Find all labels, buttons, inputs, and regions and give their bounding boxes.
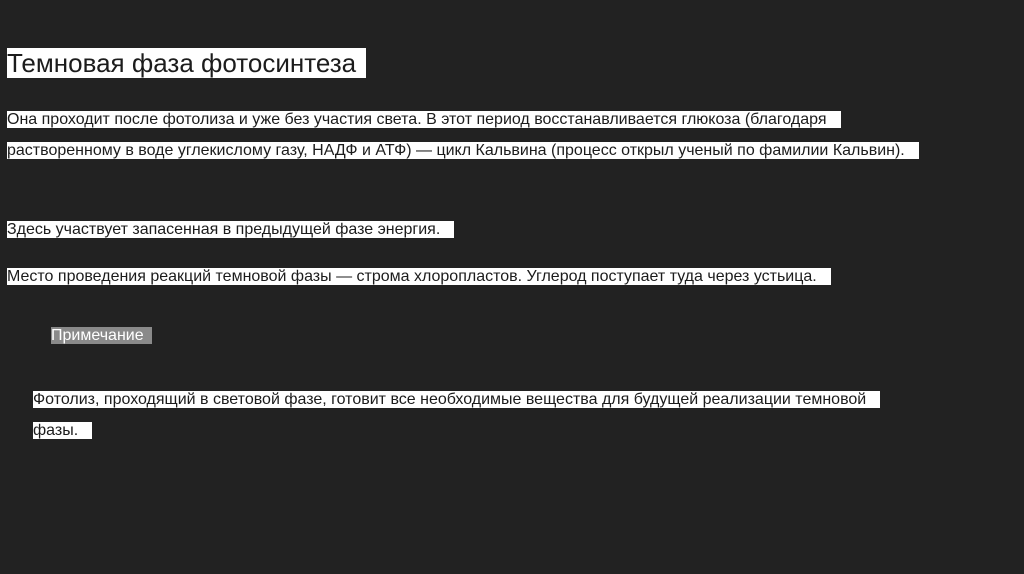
note-label-text: Примечание — [51, 327, 152, 344]
paragraph-energy-text: Здесь участвует запасенная в предыдущей фазе энергия. — [7, 221, 454, 238]
paragraph-stroma-text: Место проведения реакций темновой фазы — строма хлоропластов. Углерод поступает туда через устьица. — [7, 268, 831, 285]
paragraph-energy — [7, 214, 454, 245]
paragraph-stroma — [7, 261, 831, 292]
note-label — [51, 325, 152, 347]
note-text-content: Фотолиз, проходящий в световой фазе, готовит все необходимые вещества для будущей реализации темновой фазы. — [33, 391, 880, 439]
note-text — [33, 384, 893, 446]
slide-title — [7, 44, 366, 82]
paragraph-calvin-cycle-text: Она проходит после фотолиза и уже без участия света. В этот период восстанавливается глюкоза (благодаря растворенному в воде углекислому газу, НАДФ и АТФ) — цикл Кальвина (процесс открыл ученый по фамилии Кальвин). — [7, 111, 919, 159]
slide-title-text: Темновая фаза фотосинтеза — [7, 48, 366, 78]
paragraph-calvin-cycle — [7, 104, 927, 166]
